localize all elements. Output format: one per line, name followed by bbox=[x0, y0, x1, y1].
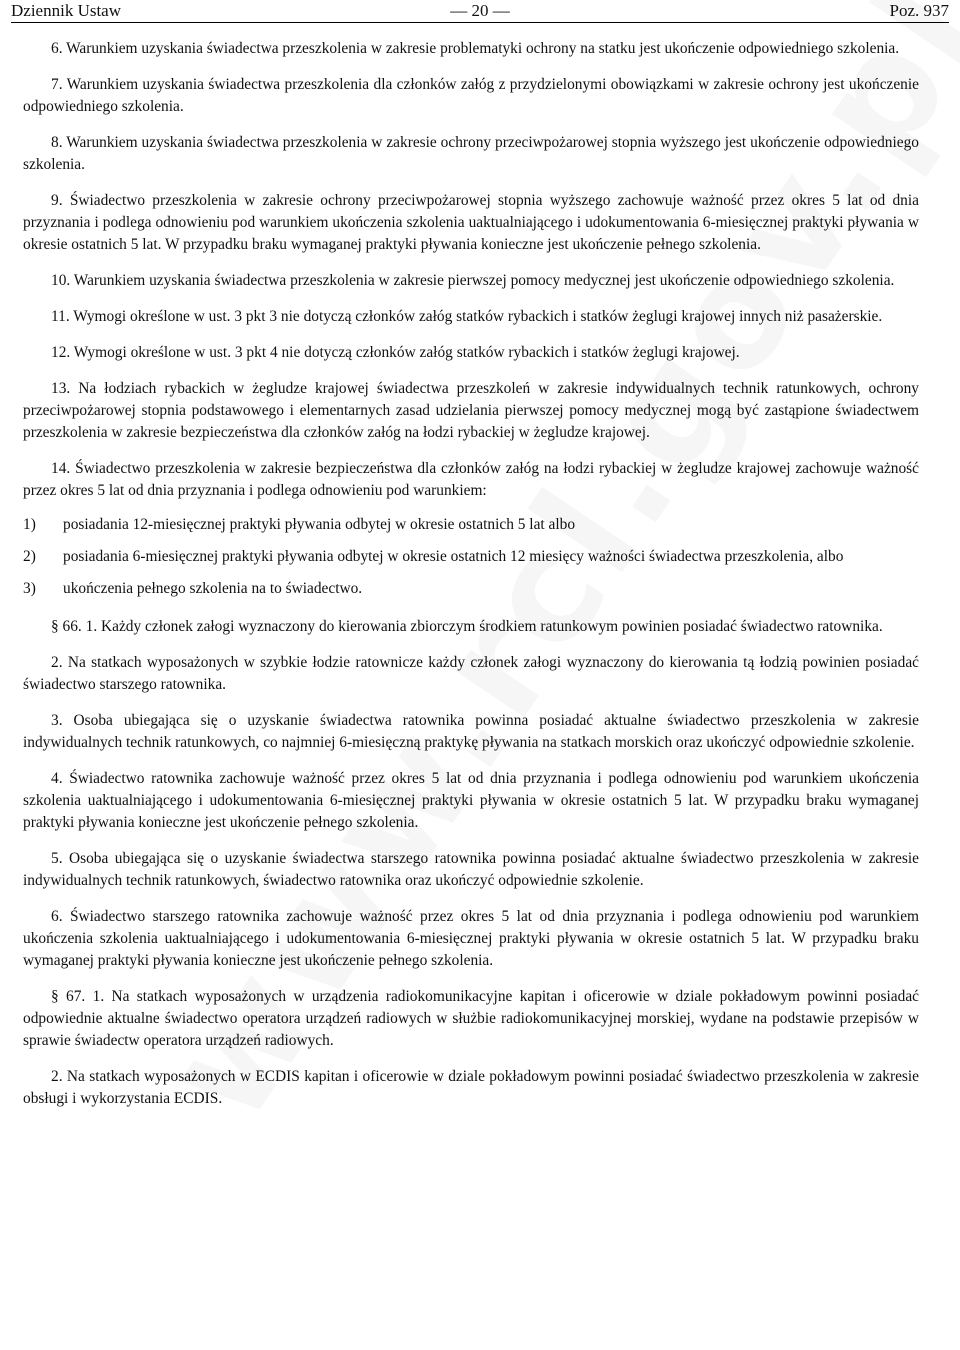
list-item-number: 3) bbox=[23, 580, 36, 597]
section-66-paragraph-2: 2. Na statkach wyposażonych w szybkie łodzie ratownicze każdy członek załogi wyznaczony do kierowania tą łodzią powinien posiadać świadectwo starszego ratownika. bbox=[23, 654, 919, 693]
list-item bbox=[23, 514, 919, 536]
paragraph-6: 6. Warunkiem uzyskania świadectwa przeszkolenia w zakresie problematyki ochrony na statku jest ukończenie odpowiedniego szkolenia. bbox=[51, 40, 900, 57]
list-item-text: posiadania 12-miesięcznej praktyki pływania odbytej w okresie ostatnich 5 lat albo bbox=[63, 516, 576, 533]
list-item-number: 2) bbox=[23, 548, 36, 565]
page-header bbox=[11, 0, 949, 23]
section-67-paragraph-2: 2. Na statkach wyposażonych w ECDIS kapitan i oficerowie w dziale pokładowym powinni posiadać świadectwo przeszkolenia w zakresie obsługi i wykorzystania ECDIS. bbox=[23, 1068, 919, 1107]
paragraph-9: 9. Świadectwo przeszkolenia w zakresie ochrony przeciwpożarowej stopnia wyższego zachowuje ważność przez okres 5 lat od dnia przyznania i podlega odnowieniu pod warunkiem ukończenia szkolenia uaktualniającego i udokumentowania 6-miesięcznej praktyki pływania w okresie ostatnich 5 lat. W przypadku braku wymaganej praktyki pływania konieczne jest ukończenie pełnego szkolenia. bbox=[23, 192, 919, 253]
section-66-paragraph-4: 4. Świadectwo ratownika zachowuje ważność przez okres 5 lat od dnia przyznania i podlega odnowieniu pod warunkiem ukończenia szkolenia uaktualniającego i udokumentowania 6-miesięcznej praktyki pływania w okresie ostatnich 5 lat. W przypadku braku wymaganej praktyki pływania konieczne jest ukończenie pełnego szkolenia. bbox=[23, 770, 919, 831]
section-66-paragraph-6: 6. Świadectwo starszego ratownika zachowuje ważność przez okres 5 lat od dnia przyznania i podlega odnowieniu pod warunkiem ukończenia szkolenia uaktualniającego i udokumentowania 6-miesięcznej praktyki pływania w okresie ostatnich 5 lat. W przypadku braku wymaganej praktyki pływania konieczne jest ukończenie pełnego szkolenia. bbox=[23, 908, 919, 969]
paragraph-14: 14. Świadectwo przeszkolenia w zakresie bezpieczeństwa dla członków załóg na łodzi rybackiej w żegludze krajowej zachowuje ważność przez okres 5 lat od dnia przyznania i podlega odnowieniu pod warunkiem: bbox=[23, 460, 919, 499]
document-body bbox=[23, 38, 919, 1124]
paragraph-11: 11. Wymogi określone w ust. 3 pkt 3 nie dotyczą członków załóg statków rybackich i statków żeglugi krajowej innych niż pasażerskie. bbox=[51, 308, 883, 325]
section-66-paragraph-1: § 66. 1. Każdy członek załogi wyznaczony do kierowania zbiorczym środkiem ratunkowym powinien posiadać świadectwo ratownika. bbox=[51, 618, 883, 635]
list-item bbox=[23, 578, 919, 600]
list-item-number: 1) bbox=[23, 516, 36, 533]
section-66-paragraph-5: 5. Osoba ubiegająca się o uzyskanie świadectwa starszego ratownika powinna posiadać aktualne świadectwo przeszkolenia w zakresie indywidualnych technik ratunkowych, świadectwo ratownika oraz ukończyć odpowiednie szkolenie. bbox=[23, 850, 919, 889]
position-number: Poz. 937 bbox=[889, 1, 949, 20]
paragraph-12: 12. Wymogi określone w ust. 3 pkt 4 nie dotyczą członków załóg statków rybackich i statków żeglugi krajowej. bbox=[51, 344, 740, 361]
section-67-paragraph-1: § 67. 1. Na statkach wyposażonych w urządzenia radiokomunikacyjne kapitan i oficerowie w dziale pokładowym powinni posiadać odpowiednie aktualne świadectwo operatora urządzeń radiowych w służbie radiokomunikacyjnej morskiej, wydane na podstawie przepisów w sprawie świadectw operatora urządzeń radiowych. bbox=[23, 988, 919, 1049]
paragraph-7: 7. Warunkiem uzyskania świadectwa przeszkolenia dla członków załóg z przydzielonymi obowiązkami w zakresie ochrony jest ukończenie odpowiedniego szkolenia. bbox=[23, 76, 919, 115]
paragraph-10: 10. Warunkiem uzyskania świadectwa przeszkolenia w zakresie pierwszej pomocy medycznej jest ukończenie odpowiedniego szkolenia. bbox=[51, 272, 895, 289]
list-item-text: ukończenia pełnego szkolenia na to świadectwo. bbox=[63, 580, 363, 597]
paragraph-13: 13. Na łodziach rybackich w żegludze krajowej świadectwa przeszkoleń w zakresie indywidualnych technik ratunkowych, ochrony przeciwpożarowej stopnia podstawowego i elementarnych zasad udzielania pierwszej pomocy medycznej mogą być zastąpione świadectwem przeszkolenia w zakresie bezpieczeństwa dla członków załóg na łodzi rybackiej w żegludze krajowej. bbox=[23, 380, 919, 441]
paragraph-8: 8. Warunkiem uzyskania świadectwa przeszkolenia w zakresie ochrony przeciwpożarowej stopnia wyższego jest ukończenie odpowiedniego szkolenia. bbox=[23, 134, 919, 173]
list-item bbox=[23, 546, 919, 568]
page-number: — 20 — bbox=[450, 1, 510, 20]
list-item-text: posiadania 6-miesięcznej praktyki pływania odbytej w okresie ostatnich 12 miesięcy ważności świadectwa przeszkolenia, albo bbox=[63, 548, 844, 565]
section-66-paragraph-3: 3. Osoba ubiegająca się o uzyskanie świadectwa ratownika powinna posiadać aktualne świadectwo przeszkolenia w zakresie indywidualnych technik ratunkowych, co najmniej 6-miesięczną praktykę pływania na statkach morskich oraz ukończyć odpowiednie szkolenie. bbox=[23, 712, 919, 751]
journal-title: Dziennik Ustaw bbox=[11, 1, 122, 20]
